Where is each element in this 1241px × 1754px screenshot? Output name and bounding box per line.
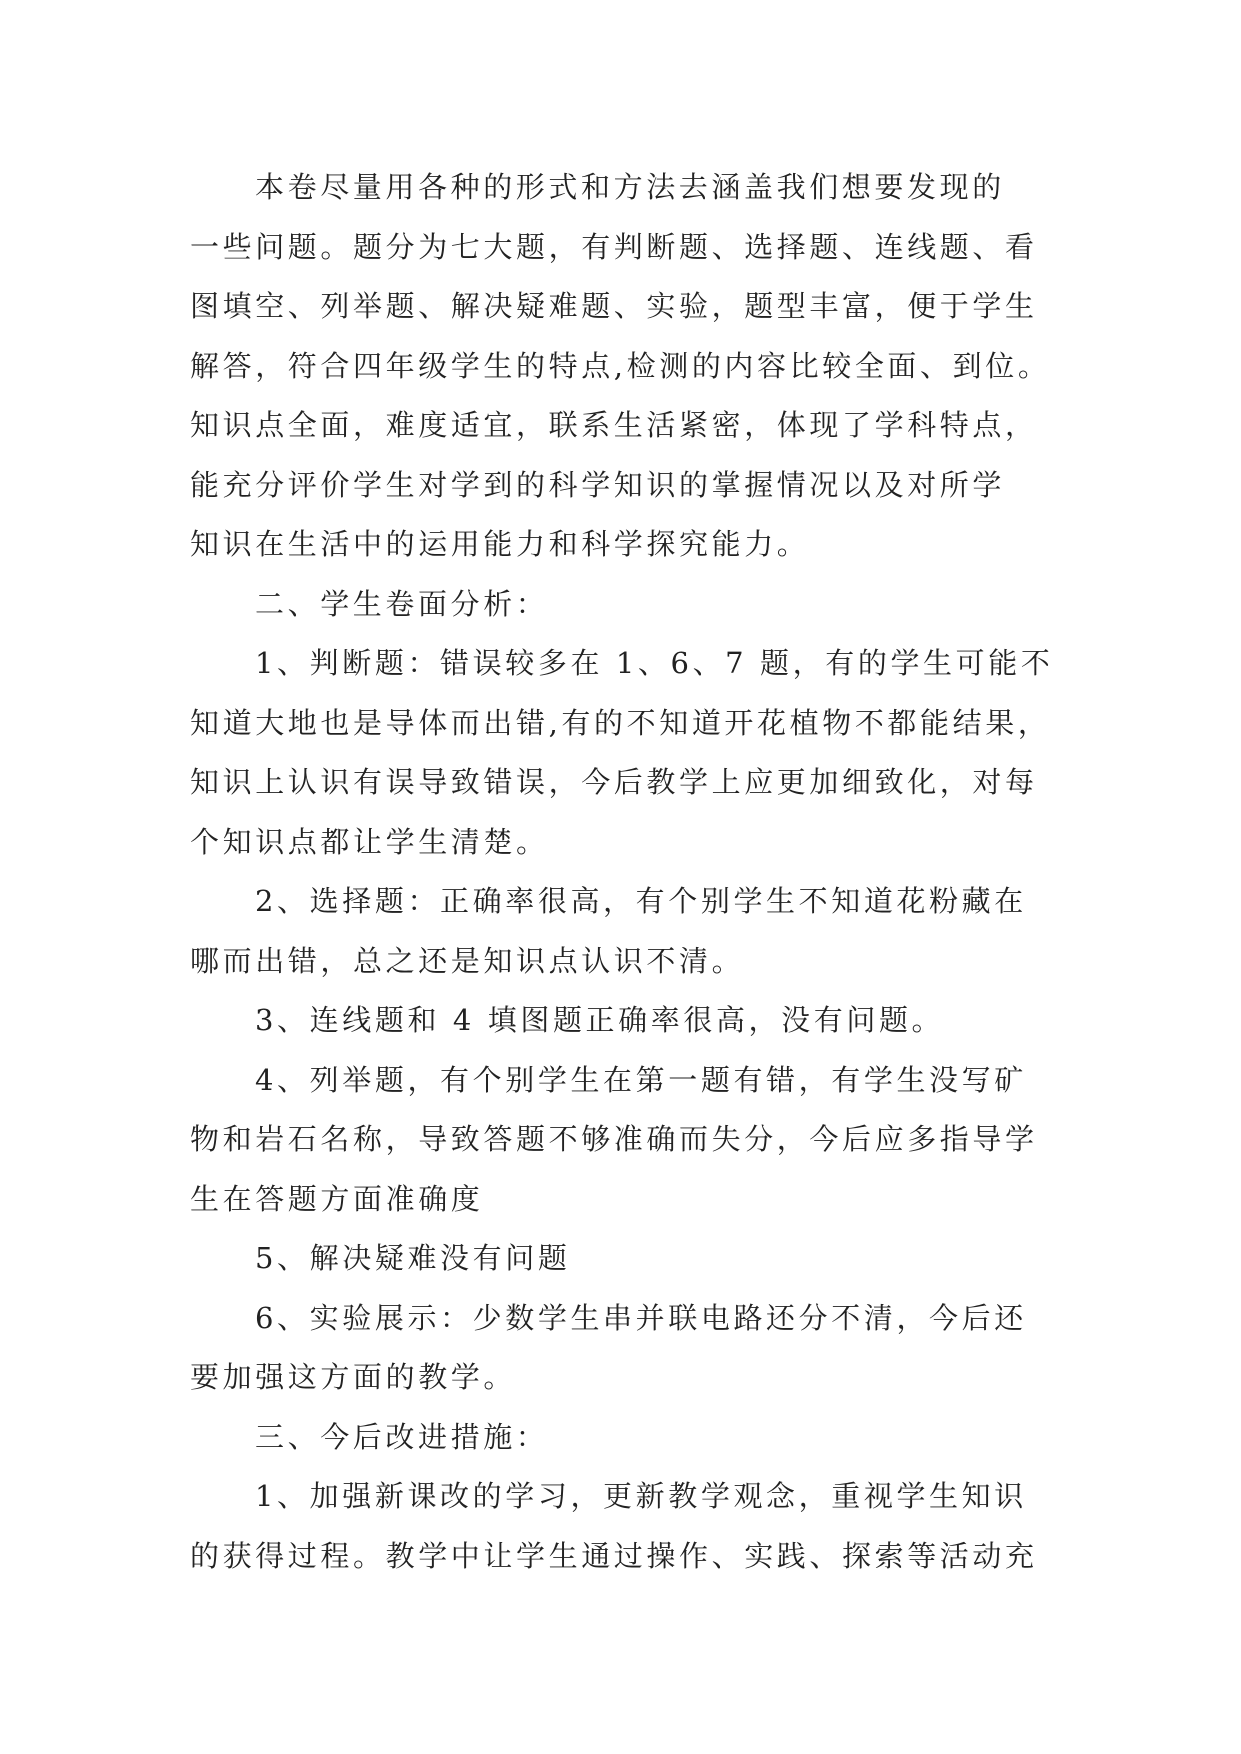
text-line: 知道大地也是导体而出错,有的不知道开花植物不都能结果， <box>190 705 1051 740</box>
text-line: 解答，符合四年级学生的特点,检测的内容比较全面、到位。 <box>190 348 1051 383</box>
text-line: 4、列举题，有个别学生在第一题有错，有学生没写矿 <box>255 1062 1027 1097</box>
paragraph-experiment <box>190 1289 1060 1408</box>
document-body <box>190 158 1060 1586</box>
paragraph-problem-solving <box>190 1229 1060 1289</box>
heading-text: 二、学生卷面分析： <box>255 586 549 621</box>
text-line: 2、选择题：正确率很高，有个别学生不知道花粉藏在 <box>255 884 1027 918</box>
text-line: 知识上认识有误导致错误，今后教学上应更加细致化，对每 <box>190 765 1038 799</box>
text-line: 的获得过程。教学中让学生通过操作、实践、探索等活动充 <box>190 1538 1038 1573</box>
text-line: 能充分评价学生对学到的科学知识的掌握情况以及对所学 <box>190 467 1006 502</box>
text-line: 3、连线题和 4 填图题正确率很高，没有问题。 <box>255 1003 945 1037</box>
text-line: 本卷尽量用各种的形式和方法去涵盖我们想要发现的 <box>255 170 1005 204</box>
section-heading-analysis <box>190 575 1060 635</box>
text-line: 物和岩石名称，导致答题不够准确而失分，今后应多指导学 <box>190 1122 1038 1156</box>
text-line: 图填空、列举题、解决疑难题、实验，题型丰富，便于学生 <box>190 289 1038 323</box>
paragraph-listing <box>190 1051 1060 1230</box>
text-line: 6、实验展示：少数学生串并联电路还分不清，今后还 <box>255 1300 1027 1335</box>
text-line: 哪而出错，总之还是知识点认识不清。 <box>190 943 745 978</box>
paragraph-matching <box>190 991 1060 1051</box>
section-heading-improvements <box>190 1408 1060 1468</box>
paragraph-overview <box>190 158 1060 575</box>
text-line: 知识点全面，难度适宜，联系生活紧密，体现了学科特点， <box>190 408 1038 442</box>
heading-text: 三、今后改进措施： <box>255 1419 549 1454</box>
text-line: 1、判断题：错误较多在 1、6、7 题，有的学生可能不 <box>255 646 1054 680</box>
text-line: 要加强这方面的教学。 <box>190 1360 517 1394</box>
text-line: 知识在生活中的运用能力和科学探究能力。 <box>190 527 810 561</box>
text-line: 个知识点都让学生清楚。 <box>190 824 549 859</box>
text-line: 一些问题。题分为七大题，有判断题、选择题、连线题、看 <box>190 229 1038 264</box>
text-line: 1、加强新课改的学习，更新教学观念，重视学生知识 <box>255 1479 1027 1513</box>
text-line: 生在答题方面准确度 <box>190 1181 484 1216</box>
paragraph-judgement <box>190 634 1060 872</box>
paragraph-choice <box>190 872 1060 991</box>
text-line: 5、解决疑难没有问题 <box>255 1241 571 1275</box>
paragraph-improvement-1 <box>190 1467 1060 1586</box>
